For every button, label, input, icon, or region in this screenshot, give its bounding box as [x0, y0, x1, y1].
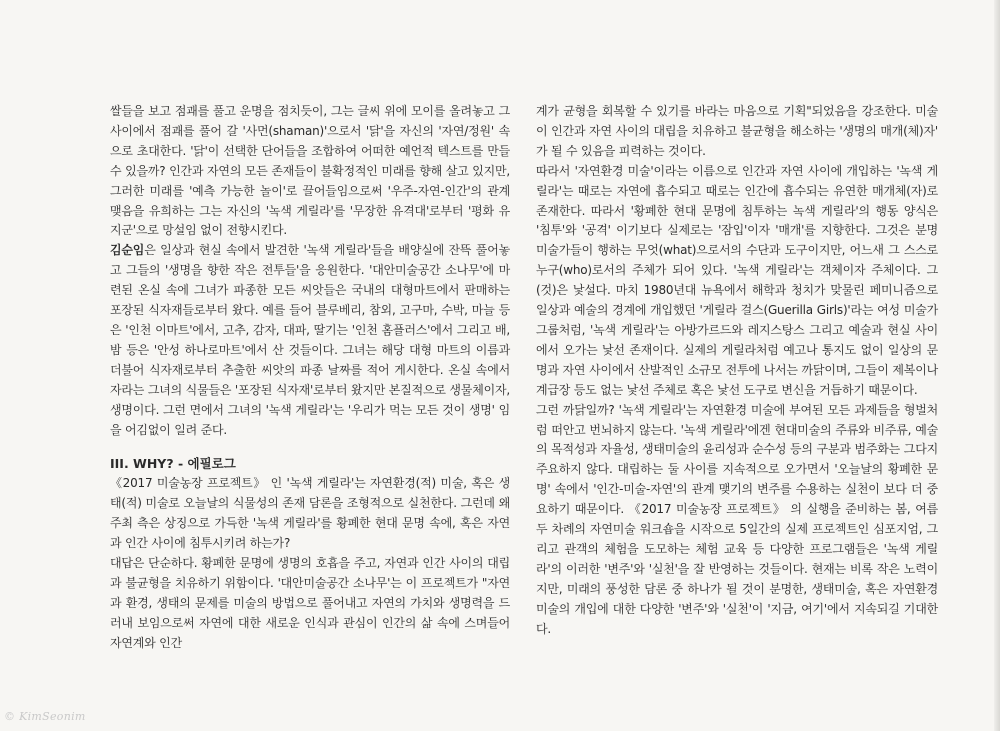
paragraph: 쌀들을 보고 점괘를 풀고 운명을 점치듯이, 그는 글씨 위에 모이를 올려놓고 그 사이에서 점괘를 풀어 갈 '사먼(shaman)'으로서 '닭'을 자신의 '자연/정원' 속으로 초대한다. '닭'이 선택한 단어들을 조합하여 어떠한 예언적 텍스트를 만들 수 있을까? 인간과 자연의 모든 존재들이 불확정적인 미래를 향해 살고 있지만, 그러한 미래를 '예측 가능한 놀이'로 끌어들임으로써 '우주-자연-인간'의 관계 맺음을 유희하는 그는 자신의 '녹색 게릴라'를 '무장한 유격대'로부터 '평화 유지군'으로 망설임 없이 전향시킨다. — [110, 104, 510, 238]
page-edge-shadow — [994, 0, 1000, 731]
paragraph — [110, 241, 510, 440]
watermark: © KimSeonim — [4, 710, 86, 723]
paragraph-text: 은 일상과 현실 속에서 발견한 '녹색 게릴라'들을 배양실에 잔뜩 풀어놓고 그들의 '생명을 향한 작은 전투들'을 응원한다. '대안미술공간 소나무'에 마련된 온실 속에 그녀가 파종한 모든 씨앗들은 국내의 대형마트에서 판매하는 포장된 식자재들로부터 왔다. 예를 들어 블루베리, 참외, 고구마, 수박, 마늘 등은 '인천 이마트'에서, 고추, 감자, 대파, 딸기는 '인천 홈플러스'에서 그리고 배, 밤 등은 '안성 하나로마트'에서 산 것들이다. 그녀는 해당 대형 마트의 이름과 더불어 식자재로부터 추출한 씨앗의 파종 날짜를 적어 게시한다. 온실 속에서 자라는 그녀의 식물들은 '포장된 식자재'로부터 왔지만 본질적으로 생물체이자, 생명이다. 그런 면에서 그녀의 '녹색 게릴라'는 '우리가 먹는 모든 것이 생명' 임을 어김없이 일려 준다. — [110, 243, 510, 437]
paragraph: 《2017 미술농장 프로젝트》 인 '녹색 게릴라'는 자연환경(적) 미술, 혹은 생태(적) 미술로 오늘날의 식물성의 존재 담론을 조형적으로 실천한다. 그런데 왜 주최 측은 상징으로 가득한 '녹색 게릴라'를 황폐한 현대 문명 속에, 혹은 자연과 인간 사이에 침투시키려 하는가? — [110, 476, 510, 551]
paragraph: 계가 균형을 회복할 수 있기를 바라는 마음으로 기획"되었음을 강조한다. 미술이 인간과 자연 사이의 대립을 치유하고 불균형을 해소하는 '생명의 매개(체)자' 가 될 수 있음을 피력하는 것이다. — [536, 104, 938, 158]
paragraph: 대답은 단순하다. 황폐한 문명에 생명의 호흡을 주고, 자연과 인간 사이의 대립과 불균형을 치유하기 위함이다. '대안미술공간 소나무'는 이 프로젝트가 "자연과 환경, 생태의 문제를 미술의 방법으로 풀어내고 자연의 가치와 생명력을 드러내 보임으로써 자연에 대한 새로운 인식과 관심이 인간의 삶 속에 스며들어 자연계와 인간 — [110, 555, 510, 650]
section-heading: III. WHY? - 에필로그 — [110, 456, 236, 472]
right-column — [536, 102, 938, 639]
paragraph: 따라서 '자연환경 미술'이라는 이름으로 인간과 자연 사이에 개입하는 '녹색 게릴라'는 때로는 자연에 흡수되고 때로는 인간에 흡수되는 유연한 매개체(자)로 존재한다. 따라서 '황폐한 현대 문명에 침투하는 녹색 게릴라'의 행동 양식은 '침투'와 '공격' 이기보다 실제로는 '잠입'이자 '매개'를 지향한다. 그것은 분명 미술가들이 행하는 무엇(what)으로서의 수단과 도구이지만, 어느새 그 스스로 누구(who)로서의 주체가 되어 있다. '녹색 게릴라'는 객체이자 주체이다. 그(것)은 낯설다. 마치 1980년대 뉴욕에서 해학과 청치가 맞물린 페미니즘으로 일상과 예술의 경계에 개입했던 '게릴라 걸스(Guerilla Girls)'라는 여성 미술가 그룹처럼, '녹색 게릴라'는 아방가르드와 레지스탕스 그리고 예술과 현실 사이에서 오가는 낯선 존재이다. 실제의 게릴라처럼 예고나 통지도 없이 일상의 문명과 자연 사이에서 산발적인 소규모 전투에 나서는 까닭이며, 그들이 제복이나 계급장 등도 없는 낯선 주체로 혹은 낯선 도구로 변신을 거듭하기 때문이다. — [536, 163, 938, 397]
artist-name: 김순임 — [110, 243, 145, 258]
left-column — [110, 102, 510, 653]
paragraph: 그런 까닭일까? '녹색 게릴라'는 자연환경 미술에 부여된 모든 과제들을 형벌처럼 떠안고 번뇌하지 않는다. '녹색 게릴라'에겐 현대미술의 주류와 비주류, 예술의 목적성과 자율성, 생태미술의 윤리성과 순수성 등의 구분과 범주화는 그다지 주요하지 않다. 대립하는 둘 사이를 지속적으로 오가면서 '오늘날의 황폐한 문명' 속에서 '인간-미술-자연'의 관계 맺기의 변주를 수용하는 실천이 보다 더 중요하기 때문이다. 《2017 미술농장 프로젝트》 의 실행을 준비하는 봄, 여름 두 차례의 자연미술 워크숍을 시작으로 5일간의 실제 프로젝트인 심포지엄, 그리고 관객의 체험을 도모하는 체험 교육 등 다양한 프로그램들은 '녹색 게릴라'의 이러한 '변주'와 '실천'을 잘 반영하는 것들이다. 현재는 비록 작은 노력이지만, 미래의 풍성한 담론 중 하나가 될 것이 분명한, 생태미술, 혹은 자연환경미술의 개입에 대한 다양한 '변주'와 '실천'이 '지금, 여기'에서 지속되길 기대한다. — [536, 402, 938, 636]
